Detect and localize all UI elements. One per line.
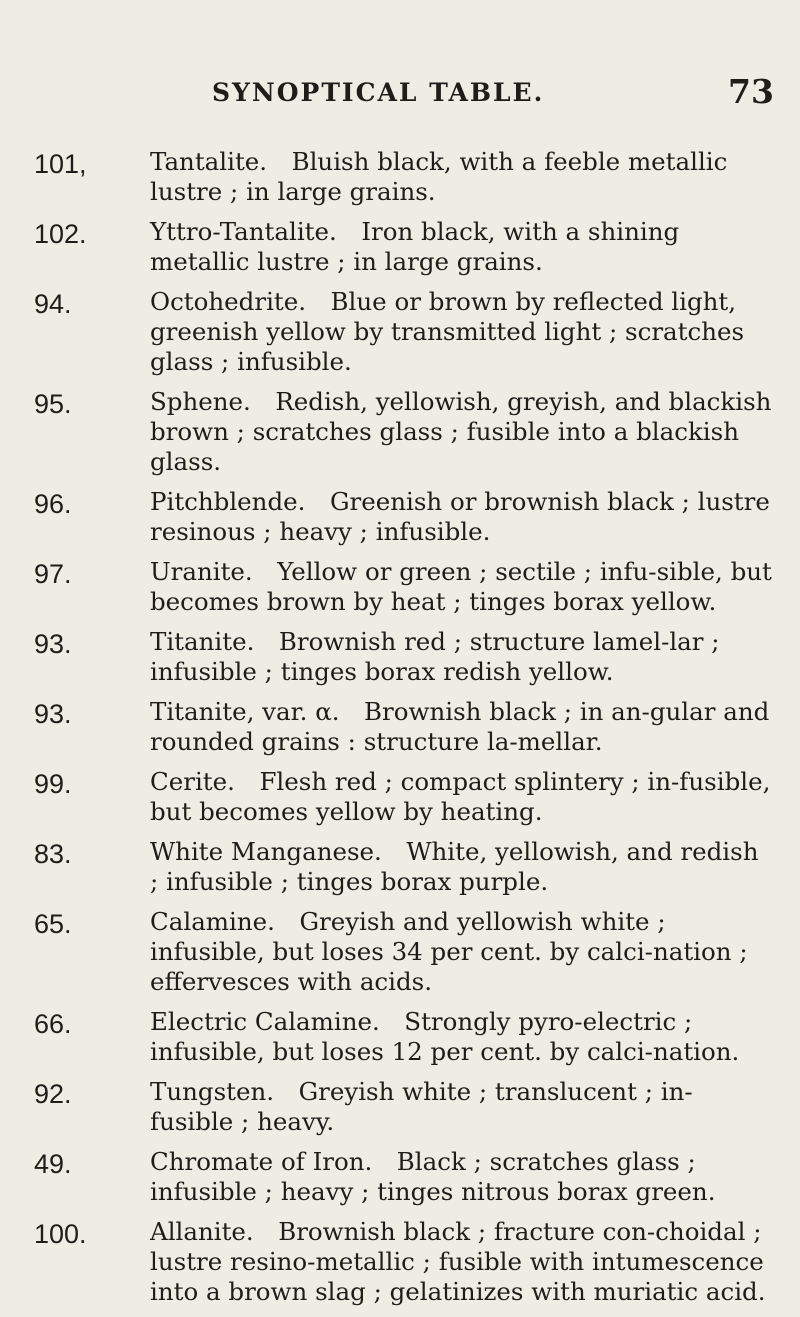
mineral-entry (0, 487, 800, 547)
mineral-entry (0, 147, 800, 207)
entry-text (122, 1217, 774, 1307)
entry-number: 93. (34, 629, 72, 659)
entry-text (122, 217, 774, 277)
entry-text (122, 837, 774, 897)
entry-text (122, 627, 774, 687)
mineral-description: Strongly pyro-electric ; infusible, but loses 12 per cent. by calci-nation. (150, 1007, 740, 1066)
mineral-description: Flesh red ; compact splintery ; in-fusible, but becomes yellow by heating. (150, 767, 771, 826)
mineral-entry (0, 1217, 800, 1307)
mineral-description: Greyish white ; translucent ; in-fusible ; heavy. (150, 1077, 693, 1136)
mineral-name: Cerite. (150, 767, 235, 796)
mineral-name: Chromate of Iron. (150, 1147, 373, 1176)
entry-number: 83. (34, 839, 72, 869)
entry-number: 96. (34, 489, 72, 519)
mineral-entry (0, 627, 800, 687)
entry-text (122, 1007, 774, 1067)
mineral-name: Electric Calamine. (150, 1007, 380, 1036)
entry-text (122, 1147, 774, 1207)
mineral-name: White Manganese. (150, 837, 382, 866)
entry-number: 94. (34, 289, 72, 319)
entry-text (122, 387, 774, 477)
mineral-description: Bluish black, with a feeble metallic lustre ; in large grains. (150, 147, 728, 206)
entry-text (122, 487, 774, 547)
entry-number: 95. (34, 389, 72, 419)
entry-text (122, 907, 774, 997)
mineral-entry (0, 767, 800, 827)
mineral-name: Yttro-Tantalite. (150, 217, 337, 246)
entry-text (122, 1077, 774, 1137)
entry-number: 65. (34, 909, 72, 939)
mineral-name: Titanite, var. α. (150, 697, 340, 726)
entry-text (122, 697, 774, 757)
mineral-description: White, yellowish, and redish ; infusible ; tinges borax purple. (150, 837, 759, 896)
mineral-entry (0, 387, 800, 477)
mineral-name: Tungsten. (150, 1077, 275, 1106)
synoptical-table (0, 147, 800, 1317)
mineral-entry (0, 217, 800, 277)
mineral-description: Iron black, with a shining metallic lustre ; in large grains. (150, 217, 680, 276)
mineral-entry (0, 557, 800, 617)
entry-number: 93. (34, 699, 72, 729)
entry-number: 97. (34, 559, 72, 589)
entry-number: 101, (34, 149, 87, 179)
running-title: SYNOPTICAL TABLE. (212, 78, 545, 107)
entry-number: 92. (34, 1079, 72, 1109)
entry-text (122, 767, 774, 827)
mineral-name: Allanite. (150, 1217, 254, 1246)
entry-number: 99. (34, 769, 72, 799)
entry-text (122, 287, 774, 377)
entry-text (122, 147, 774, 207)
mineral-entry (0, 1077, 800, 1137)
mineral-description: Greyish and yellowish white ; infusible, but loses 34 per cent. by calci-nation ; effervesces with acids. (150, 907, 748, 996)
mineral-entry (0, 697, 800, 757)
mineral-description: Redish, yellowish, greyish, and blackish brown ; scratches glass ; fusible into a blackish glass. (150, 387, 772, 476)
mineral-name: Titanite. (150, 627, 255, 656)
mineral-entry (0, 837, 800, 897)
mineral-description: Brownish black ; fracture con-choidal ; lustre resino-metallic ; fusible with intumescence into a brown slag ; gelatinizes with muriatic acid. (150, 1217, 766, 1306)
entry-number: 49. (34, 1149, 72, 1179)
mineral-description: Yellow or green ; sectile ; infu-sible, but becomes brown by heat ; tinges borax yellow. (150, 557, 772, 616)
mineral-entry (0, 907, 800, 997)
mineral-description: Brownish black ; in an-gular and rounded grains : structure la-mellar. (150, 697, 770, 756)
mineral-name: Uranite. (150, 557, 253, 586)
mineral-name: Sphene. (150, 387, 251, 416)
mineral-description: Blue or brown by reflected light, greenish yellow by transmitted light ; scratches glass ; infusible. (150, 287, 745, 376)
mineral-entry (0, 287, 800, 377)
mineral-description: Greenish or brownish black ; lustre resinous ; heavy ; infusible. (150, 487, 770, 546)
entry-number: 102. (34, 219, 87, 249)
page-header (0, 72, 800, 118)
mineral-description: Black ; scratches glass ; infusible ; heavy ; tinges nitrous borax green. (150, 1147, 716, 1206)
mineral-name: Pitchblende. (150, 487, 306, 516)
entry-text (122, 557, 774, 617)
entry-number: 66. (34, 1009, 72, 1039)
page-number: 73 (728, 72, 774, 111)
mineral-entry (0, 1007, 800, 1067)
mineral-entry (0, 1147, 800, 1207)
mineral-name: Calamine. (150, 907, 275, 936)
mineral-name: Octohedrite. (150, 287, 307, 316)
entry-number: 100. (34, 1219, 87, 1249)
mineral-name: Tantalite. (150, 147, 268, 176)
mineral-description: Brownish red ; structure lamel-lar ; infusible ; tinges borax redish yellow. (150, 627, 720, 686)
